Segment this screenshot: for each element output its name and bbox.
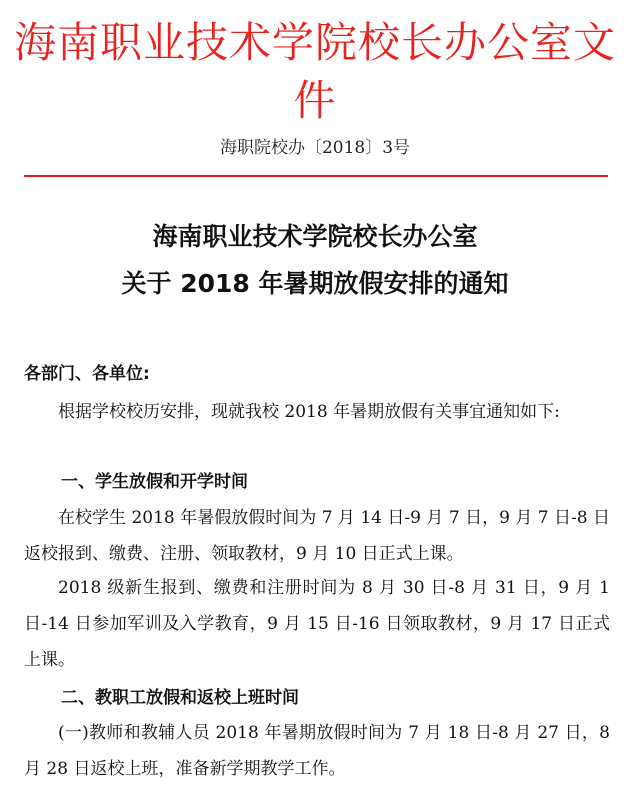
document-number: 海职院校办〔2018〕3号	[219, 138, 411, 158]
section-2-paragraph-1: (一)教师和教辅人员 2018 年暑期放假时间为 7 月 18 日-8 月 27 日，8 月 28 日返校上班，准备新学期教学工作。	[24, 723, 610, 779]
section-1-heading: 一、学生放假和开学时间	[61, 472, 248, 492]
section-1-paragraph-1: 在校学生 2018 年暑假放假时间为 7 月 14 日-9 月 7 日，9 月 7 日-8 日返校报到、缴费、注册、领取教材，9 月 10 日正式上课。	[24, 508, 610, 564]
notice-title-line-2: 关于 2018 年暑期放假安排的通知	[121, 269, 509, 298]
section-2-heading: 二、教职工放假和返校上班时间	[61, 688, 299, 708]
intro-paragraph: 根据学校校历安排，现就我校 2018 年暑期放假有关事宜通知如下:	[58, 402, 560, 422]
document-header-title: 海南职业技术学院校长办公室文件	[13, 18, 616, 125]
addressee: 各部门、各单位:	[24, 364, 150, 384]
red-divider-line	[24, 175, 608, 177]
notice-title-line-1: 海南职业技术学院校长办公室	[152, 222, 478, 251]
section-1-paragraph-2: 2018 级新生报到、缴费和注册时间为 8 月 30 日-8 月 31 日，9 月 1 日-14 日参加军训及入学教育，9 月 15 日-16 日领取教材，9 月 17 日正式上课。	[24, 578, 610, 670]
